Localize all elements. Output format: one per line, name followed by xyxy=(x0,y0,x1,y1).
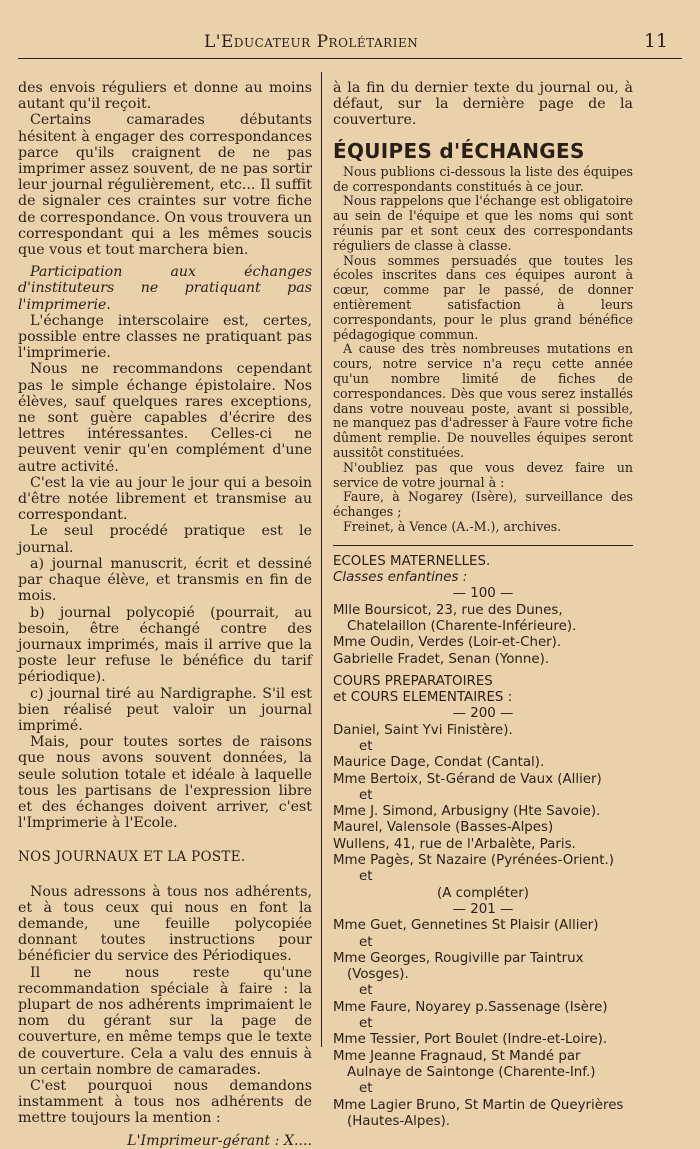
separator-rule xyxy=(333,545,633,546)
and-connector: et xyxy=(359,869,373,885)
and-connector: et xyxy=(359,983,373,999)
paragraph: Nous publions ci-dessous la liste des équipes de correspondants constitués à ce jour. xyxy=(333,163,633,194)
paragraph: Certains camarades débutants hésitent à engager des correspondances parce qu'ils craignent de ne pas imprimer assez souvent, de ne pas sortir leur journal régulièrement, etc... Il suffit de signaler ces craintes sur votre fiche de correspondance. On vous trouvera un correspondant qui a les mêmes soucis que vous et tout marchera bien. xyxy=(18,112,312,259)
category-heading: COURS PREPARATOIRES xyxy=(333,673,493,689)
paragraph: L'échange interscolaire est, certes, possible entre classes ne pratiquant pas l'imprimerie. xyxy=(18,312,312,362)
category-heading: ECOLES MATERNELLES. xyxy=(333,553,491,569)
list-item: Mme Pagès, St Nazaire (Pyrénées-Orient.) xyxy=(333,853,614,869)
paragraph: à la fin du dernier texte du journal ou, à défaut, sur la dernière page de la couverture. xyxy=(333,80,633,129)
article-title: ÉQUIPES d'ÉCHANGES xyxy=(333,138,585,163)
list-item: c) journal tiré au Nardigraphe. S'il est bien réalisé peut valoir un journal imprimé. xyxy=(18,685,312,734)
paragraph: des envois réguliers et donne au moins autant qu'il reçoit. xyxy=(18,80,312,113)
paragraph: Freinet, à Vence (A.-M.), archives. xyxy=(343,518,562,534)
list-item: a) journal manuscrit, écrit et dessiné par chaque élève, et transmis en fin de mois. xyxy=(18,555,312,605)
right-column xyxy=(333,80,633,1130)
subcategory-heading: Classes enfantines : xyxy=(333,570,468,586)
subheading: Participation aux échanges d'instituteurs ne pratiquant pas l'imprimerie. xyxy=(18,264,312,313)
to-complete-note: (A compléter) xyxy=(437,885,529,901)
team-number: — 200 — xyxy=(452,706,514,722)
journal-title: L'Educateur Prolétarien xyxy=(204,32,419,52)
mention-text: L'Imprimeur-gérant : X.... xyxy=(127,1132,312,1149)
paragraph: Nous adressons à tous nos adhérents, et à tous ceux qui nous en font la demande, une feuille polycopiée donnant toutes instructions pour bénéficier du service des Périodiques. xyxy=(18,883,312,965)
running-header xyxy=(18,28,682,59)
list-item: Mme Jeanne Fragnaud, St Mandé par Aulnaye de Saintonge (Charente-Inf.) xyxy=(333,1048,596,1080)
paragraph: A cause des très nombreuses mutations en cours, notre service n'a reçu cette année qu'un nombre limité de fiches de correspondances. Dès que vous serez installés dans votre nouveau poste, avant si possible, ne manquez pas d'adresser à Faure votre fiche dûment remplie. De nouvelles équipes seront aussitôt constituées. xyxy=(333,341,633,460)
list-item: Daniel, Saint Yvi Finistère). xyxy=(333,722,513,738)
list-item: Mme Bertoix, St-Gérand de Vaux (Allier) xyxy=(333,771,602,787)
list-item: Mme Faure, Noyarey p.Sassenage (Isère) xyxy=(333,999,608,1015)
section-heading: NOS JOURNAUX ET LA POSTE. xyxy=(18,849,246,866)
paragraph: N'oubliez pas que vous devez faire un service de votre journal à : xyxy=(333,459,633,490)
paragraph: C'est pourquoi nous demandons instamment à tous nos adhérents de mettre toujours la mention : xyxy=(18,1077,312,1127)
and-connector: et xyxy=(359,1016,373,1032)
paragraph: Faure, à Nogarey (Isère), surveillance des échanges ; xyxy=(333,489,633,520)
list-item: Mme Tessier, Port Boulet (Indre-et-Loire). xyxy=(333,1032,608,1048)
list-item: Mme Georges, Rougiville par Taintrux (Vosges). xyxy=(333,950,584,983)
team-number: — 100 — xyxy=(452,586,514,602)
list-item: Mme Lagier Bruno, St Martin de Queyrières (Hautes-Alpes). xyxy=(333,1097,624,1129)
team-number: — 201 — xyxy=(452,901,514,917)
paragraph: Le seul procédé pratique est le journal. xyxy=(18,523,312,556)
list-item: Maurice Dage, Condat (Cantal). xyxy=(333,755,545,771)
list-item: Maurel, Valensole (Basses-Alpes) xyxy=(333,820,554,836)
column-divider xyxy=(321,72,322,1047)
teams-list xyxy=(333,554,633,1130)
page-number: 11 xyxy=(643,30,668,52)
and-connector: et xyxy=(359,1081,373,1097)
list-item: Mme J. Simond, Arbusigny (Hte Savoie). xyxy=(333,804,601,820)
intro-block xyxy=(333,165,633,535)
paragraph: Nous rappelons que l'échange est obligatoire au sein de l'équipe et que les noms qui sont réunis par et sont ceux des correspondants réguliers de classe à classe. xyxy=(333,193,633,253)
list-item: Mlle Boursicot, 23, rue des Dunes, Chatelaillon (Charente-Inférieure). xyxy=(333,602,577,634)
paragraph: Nous sommes persuadés que toutes les écoles inscrites dans ces équipes auront à cœur, comme par le passé, de donner entièrement satisfaction à leurs correspondants, pour le plus grand bénéfice pédagogique commun. xyxy=(333,252,633,342)
list-item: Mme Oudin, Verdes (Loir-et-Cher). xyxy=(333,635,562,651)
and-connector: et xyxy=(359,934,373,950)
left-column xyxy=(18,80,312,1149)
paragraph: Mais, pour toutes sortes de raisons que nous avons souvent données, la seule solution totale et idéale à laquelle tous les partisans de l'expression libre et des échanges doivent arriver, c'est l'Imprimerie à l'Ecole. xyxy=(18,734,312,832)
list-item: Wullens, 41, rue de l'Arbalète, Paris. xyxy=(333,836,576,852)
category-heading: et COURS ELEMENTAIRES : xyxy=(333,690,513,706)
paragraph: Il ne nous reste qu'une recommandation spéciale à faire : la plupart de nos adhérents imprimaient le nom du gérant sur la page de couverture, en même temps que le texte de couverture. Cela a valu des ennuis à un certain nombre de camarades. xyxy=(18,964,312,1078)
list-item: Mme Guet, Gennetines St Plaisir (Allier) xyxy=(333,918,599,934)
paragraph: Nous ne recommandons cependant pas le simple échange épistolaire. Nos élèves, sauf quelques rares exceptions, ne sont guère capables d'écrire des lettres intéressantes. Celles-ci ne peuvent venir qu'en complément d'une autre activité. xyxy=(18,361,312,475)
list-item: b) journal polycopié (pourrait, au besoin, être échangé contre des journaux imprimés, mais il arrive que la poste leur refuse le bénéfice du tarif périodique). xyxy=(18,604,312,686)
and-connector: et xyxy=(359,739,373,754)
list-item: Gabrielle Fradet, Senan (Yonne). xyxy=(333,651,550,667)
and-connector: et xyxy=(359,787,373,803)
paragraph: C'est la vie au jour le jour qui a besoin d'être notée librement et transmise au correspondant. xyxy=(18,474,312,524)
